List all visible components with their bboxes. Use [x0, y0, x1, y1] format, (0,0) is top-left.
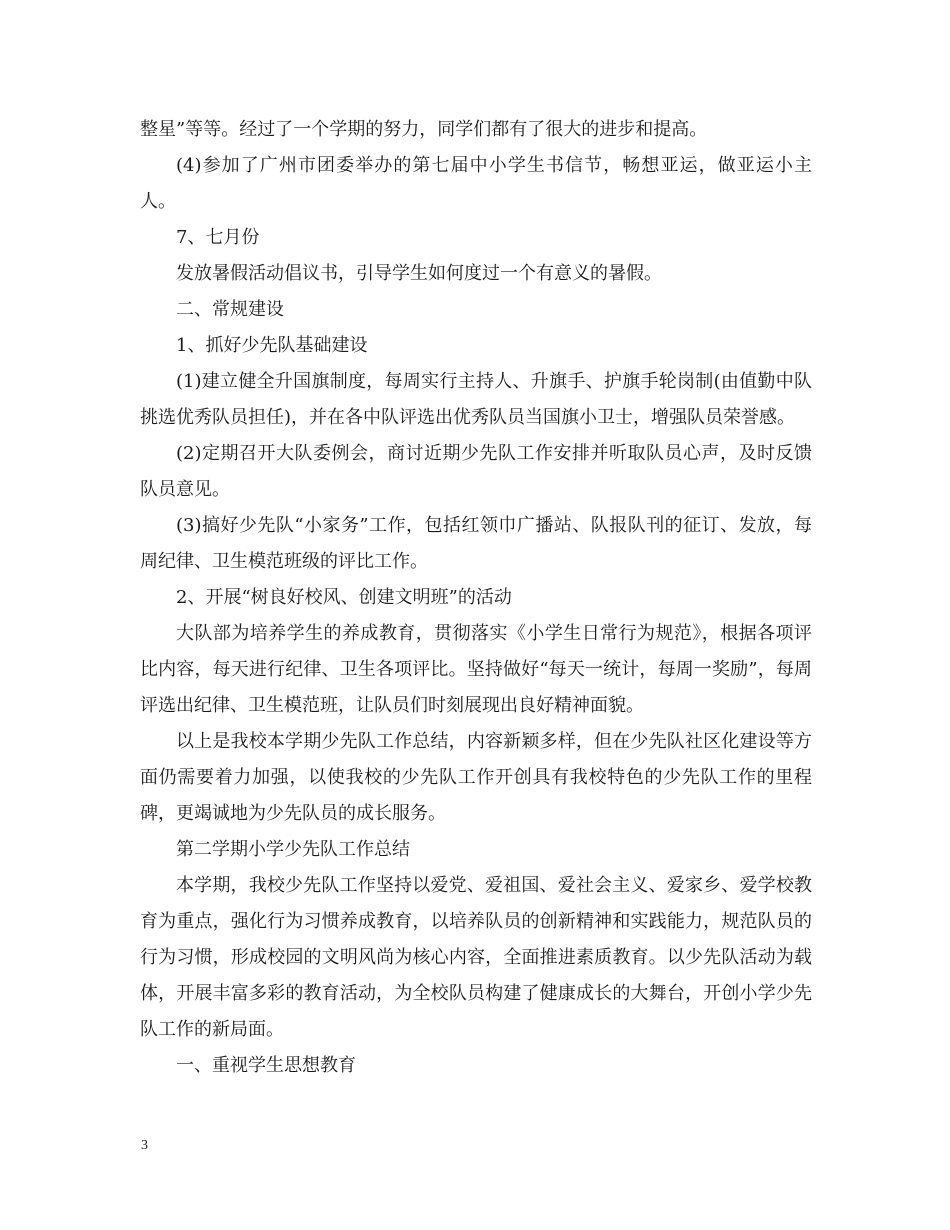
section-heading: 第二学期小学少先队工作总结 — [176, 839, 410, 860]
paragraph: (1)建立健全升国旗制度，每周实行主持人、升旗手、护旗手轮岗制(由值勤中队挑选优秀队员担任)，并在各中队评选出优秀队员当国旗小卫士，增强队员荣誉感。 — [140, 371, 812, 428]
section-heading: 一、重视学生思想教育 — [176, 1055, 356, 1076]
section-heading: 7、七月份 — [176, 227, 260, 248]
section-heading: 二、常规建设 — [176, 299, 284, 320]
paragraph: 本学期，我校少先队工作坚持以爱党、爱祖国、爱社会主义、爱家乡、爱学校教育为重点，强化行为习惯养成教育，以培养队员的创新精神和实践能力，规范队员的行为习惯，形成校园的文明风尚为核心内容，全面推进素质教育。以少先队活动为载体，开展丰富多彩的教育活动，为全校队员构建了健康成长的大舞台，开创小学少先队工作的新局面。 — [140, 875, 812, 1040]
page-number: 3 — [141, 1138, 148, 1153]
paragraph: (3)搞好少先队“小家务”工作，包括红领巾广播站、队报队刊的征订、发放，每周纪律、卫生模范班级的评比工作。 — [140, 515, 812, 572]
section-heading: 1、抓好少先队基础建设 — [176, 335, 368, 356]
paragraph: (4)参加了广州市团委举办的第七届中小学生书信节，畅想亚运，做亚运小主人。 — [140, 155, 812, 212]
paragraph: 以上是我校本学期少先队工作总结，内容新颖多样，但在少先队社区化建设等方面仍需要着力加强，以使我校的少先队工作开创具有我校特色的少先队工作的里程碑，更竭诚地为少先队员的成长服务。 — [140, 731, 812, 824]
paragraph: 整星”等等。经过了一个学期的努力，同学们都有了很大的进步和提高。 — [140, 119, 708, 140]
paragraph: 发放暑假活动倡议书，引导学生如何度过一个有意义的暑假。 — [176, 263, 662, 284]
paragraph: 大队部为培养学生的养成教育，贯彻落实《小学生日常行为规范》，根据各项评比内容，每天进行纪律、卫生各项评比。坚持做好“每天一统计，每周一奖励”，每周评选出纪律、卫生模范班，让队员们时刻展现出良好精神面貌。 — [140, 623, 812, 716]
paragraph: (2)定期召开大队委例会，商讨近期少先队工作安排并听取队员心声，及时反馈队员意见。 — [140, 443, 812, 500]
section-heading: 2、开展“树良好校风、创建文明班”的活动 — [176, 587, 512, 608]
document-body — [140, 112, 812, 1084]
